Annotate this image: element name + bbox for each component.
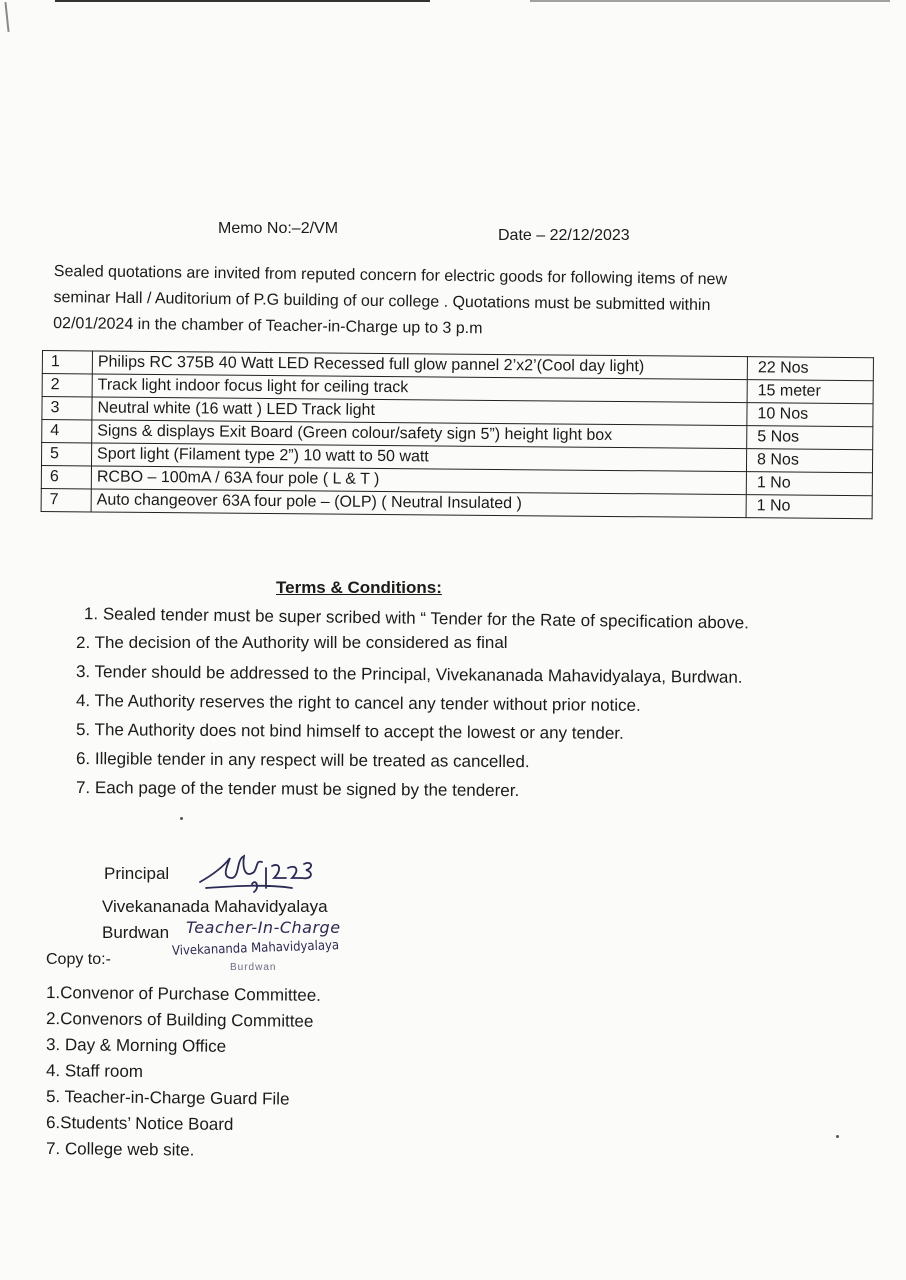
terms-item: 7. Each page of the tender must be signed by the tenderer.: [75, 778, 520, 801]
item-description: Philips RC 375B 40 Watt LED Recessed full glow pannel 2’x2’(Cool day light): [92, 351, 747, 380]
item-quantity: 1 No: [746, 495, 872, 519]
intro-paragraph: [53, 259, 829, 346]
copy-recipient: 7. College web site.: [45, 1139, 195, 1160]
item-number: 7: [41, 488, 91, 511]
terms-item: 3. Tender should be addressed to the Principal, Vivekananada Mahavidyalaya, Burdwan.: [75, 662, 743, 687]
memo-number: Memo No:–2/VM: [218, 220, 339, 237]
copy-recipient: 2.Convenors of Building Committee: [45, 1009, 314, 1031]
stray-dot: [836, 1135, 839, 1138]
top-border-line-right: [530, 0, 890, 2]
item-number: 3: [42, 397, 92, 420]
item-description: Track light indoor focus light for ceiling track: [92, 374, 747, 403]
stamp-city: Burdwan: [230, 962, 277, 973]
intro-line: 02/01/2024 in the chamber of Teacher-in-Charge up to 3 p.m: [53, 314, 483, 338]
item-description: Sport light (Filament type 2”) 10 watt to 50 watt: [91, 443, 746, 472]
terms-list: [76, 599, 856, 802]
item-description: Neutral white (16 watt ) LED Track light: [92, 397, 747, 426]
terms-heading: Terms & Conditions:: [276, 578, 442, 597]
item-quantity: 15 meter: [747, 380, 873, 404]
item-quantity: 10 Nos: [747, 403, 873, 427]
copy-to-list: [46, 980, 321, 1162]
item-description: Auto changeover 63A four pole – (OLP) ( Neutral Insulated ): [91, 489, 746, 518]
item-number: 1: [42, 351, 92, 374]
copy-to-heading: Copy to:-: [46, 951, 111, 968]
signatory-title: Principal: [104, 864, 170, 883]
terms-item: 2. The decision of the Authority will be considered as final: [76, 633, 508, 652]
intro-line: seminar Hall / Auditorium of P.G building of our college . Quotations must be submitted within: [53, 288, 711, 315]
top-border-line: [55, 0, 430, 2]
copy-recipient: 4. Staff room: [45, 1061, 144, 1082]
copy-recipient: 3. Day & Morning Office: [45, 1035, 227, 1056]
item-quantity: 5 Nos: [747, 426, 873, 450]
copy-recipient: 6.Students’ Notice Board: [45, 1113, 234, 1134]
signatory-college: Vivekananada Mahavidyalaya: [102, 897, 328, 916]
signatory-city: Burdwan: [102, 923, 170, 942]
handwritten-signature: [196, 848, 336, 898]
copy-recipient: 1.Convenor of Purchase Committee.: [45, 983, 322, 1005]
item-number: 4: [42, 420, 92, 443]
items-table: [41, 350, 874, 519]
terms-item: 1. Sealed tender must be super scribed with “ Tender for the Rate of specification above.: [83, 604, 750, 633]
copy-recipient: 5. Teacher-in-Charge Guard File: [45, 1087, 290, 1109]
terms-item: 4. The Authority reserves the right to cancel any tender without prior notice.: [75, 691, 641, 715]
stamp-title: Teacher-In-Charge: [186, 918, 341, 937]
item-number: 2: [42, 374, 92, 397]
memo-date: Date – 22/12/2023: [498, 227, 630, 244]
item-number: 6: [41, 465, 91, 488]
terms-item: 5. The Authority does not bind himself to accept the lowest or any tender.: [75, 720, 624, 743]
item-number: 5: [41, 443, 91, 466]
terms-item: 6. Illegible tender in any respect will be treated as cancelled.: [75, 749, 530, 772]
edge-mark: [4, 2, 9, 32]
item-quantity: 1 No: [746, 472, 872, 496]
intro-line: Sealed quotations are invited from reputed concern for electric goods for following items of new: [53, 262, 728, 289]
item-description: Signs & displays Exit Board (Green colour/safety sign 5”) height light box: [92, 420, 747, 449]
item-quantity: 22 Nos: [747, 357, 873, 381]
item-quantity: 8 Nos: [746, 449, 872, 473]
stray-dot: [180, 817, 183, 820]
stamp-college: Vivekananda Mahavidyalaya: [171, 938, 340, 959]
item-description: RCBO – 100mA / 63A four pole ( L & T ): [91, 466, 746, 495]
